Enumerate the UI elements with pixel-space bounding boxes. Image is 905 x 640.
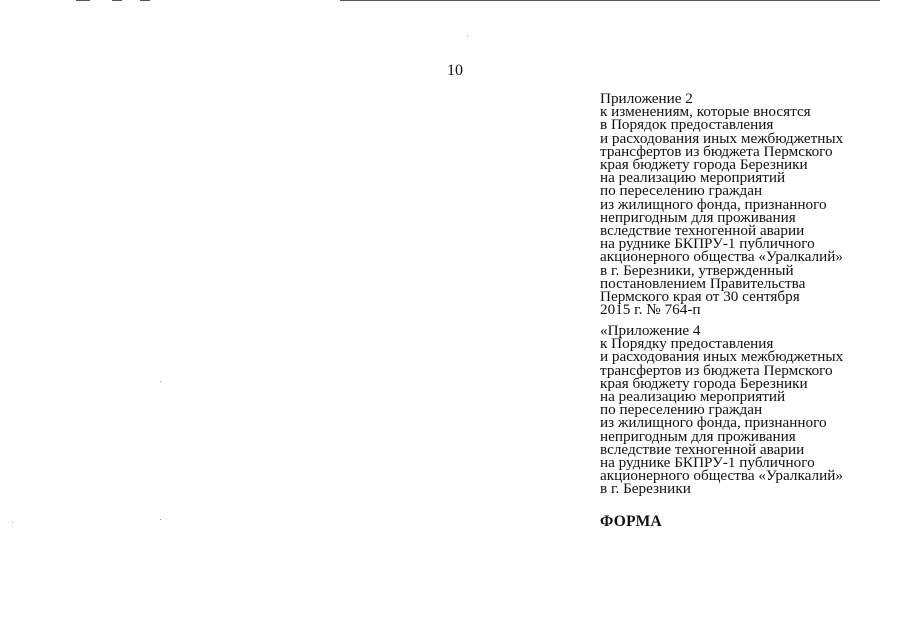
appendix-2-line: вследствие техногенной аварии <box>600 222 805 240</box>
appendix-4-line: края бюджету города Березники <box>600 374 808 392</box>
form-label: ФОРМА <box>600 513 663 530</box>
appendix-4-line: и расходования иных межбюджетных <box>600 348 844 366</box>
appendix-2-line: Пермского края от 30 сентября <box>600 288 800 306</box>
appendix-4-line: «Приложение 4 <box>600 322 701 339</box>
scan-speck <box>160 381 161 382</box>
appendix-4-line: в г. Березники <box>600 480 691 498</box>
appendix-2-line: в Порядок предоставления <box>600 116 774 134</box>
appendix-4-line: непригодным для проживания <box>600 427 796 445</box>
appendix-2-line: на руднике БКПРУ-1 публичного <box>600 235 815 253</box>
appendix-4-line: вследствие техногенной аварии <box>600 440 805 458</box>
appendix-2-line: трансфертов из бюджета Пермского <box>600 142 833 160</box>
appendix-2-line: непригодным для проживания <box>600 208 796 226</box>
appendix-4-line: акционерного общества «Уралкалий» <box>600 467 843 485</box>
appendix-4-line: трансфертов из бюджета Пермского <box>600 361 833 379</box>
appendix-2-line: Приложение 2 <box>600 90 693 107</box>
scan-edge-line <box>340 0 880 1</box>
appendix-2-line: постановлением Правительства <box>600 274 806 292</box>
appendix-4-line: к Порядку предоставления <box>600 335 774 353</box>
scan-edge-mark <box>140 0 150 1</box>
appendix-2-line: и расходования иных межбюджетных <box>600 129 844 147</box>
appendix-2-header <box>600 90 844 319</box>
appendix-2-line: 2015 г. № 764-п <box>600 301 701 319</box>
appendix-2-line: по переселению граждан <box>600 182 763 200</box>
appendix-2-line: края бюджету города Березники <box>600 156 808 174</box>
scan-speck <box>12 522 13 523</box>
appendix-2-line: в г. Березники, утвержденный <box>600 261 794 279</box>
scan-speck <box>467 36 468 37</box>
appendix-2-line: на реализацию мероприятий <box>600 169 786 187</box>
scan-speck <box>160 519 161 520</box>
scan-edge-mark <box>76 0 90 1</box>
appendix-4-line: на руднике БКПРУ-1 публичного <box>600 454 815 472</box>
appendix-2-line: из жилищного фонда, признанного <box>600 195 827 213</box>
appendix-4-line: на реализацию мероприятий <box>600 388 786 406</box>
appendix-4-line: по переселению граждан <box>600 401 763 419</box>
appendix-4-header <box>600 324 843 496</box>
appendix-2-line: к изменениям, которые вносятся <box>600 103 811 121</box>
appendix-2-line: акционерного общества «Уралкалий» <box>600 248 843 266</box>
scan-edge-mark <box>112 0 122 1</box>
page-number: 10 <box>447 62 463 79</box>
appendix-4-line: из жилищного фонда, признанного <box>600 414 827 432</box>
